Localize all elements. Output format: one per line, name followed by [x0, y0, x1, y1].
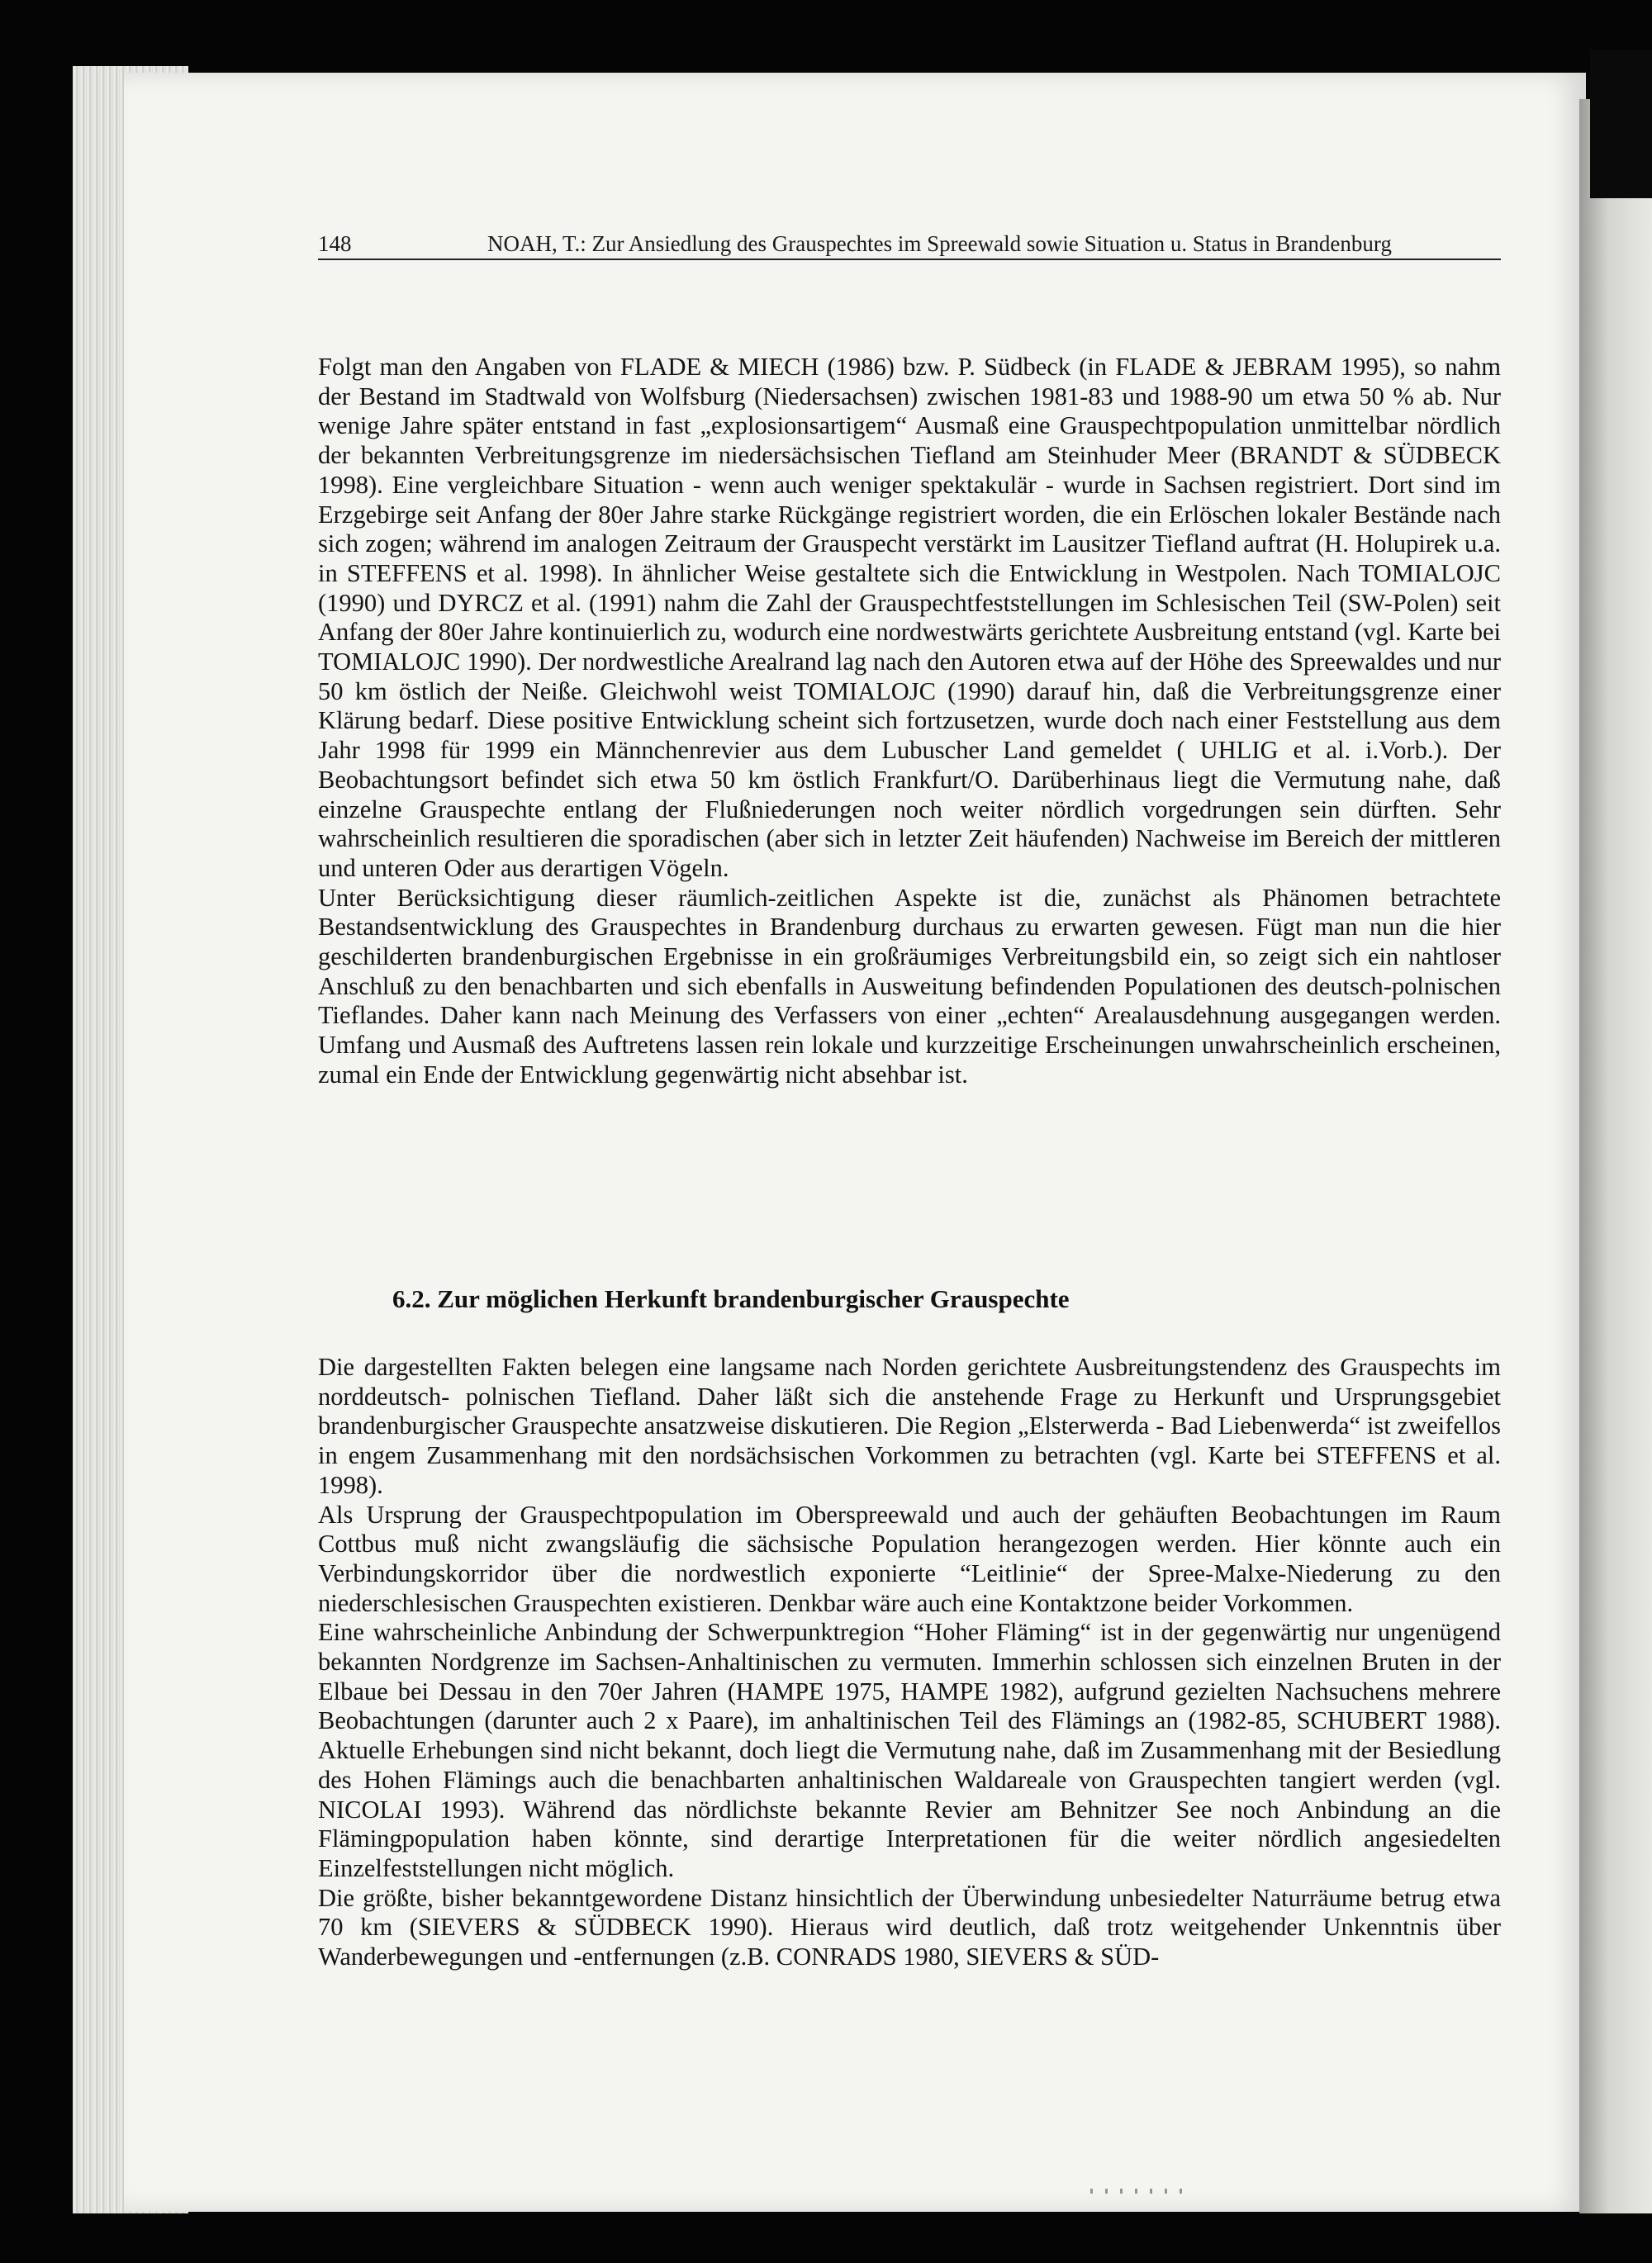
page-gutter-shadow: [1579, 99, 1652, 2213]
paragraph: Eine wahrscheinliche Anbindung der Schwerpunktregion “Hoher Fläming“ ist in der gegenwärtig nur ungenügend bekannten Nordgrenze im Sachsen-Anhaltinischen zu vermuten. Immerhin schlossen sich einzelnen Bruten in der Elbaue bei Dessau in den 70er Jahren (HAMPE 1975, HAMPE 1982), aufgrund gezielten Nachsuchens mehrere Beobachtungen (darunter auch 2 x Paare), im anhaltinischen Teil des Flämings an (1982-85, SCHUBERT 1988). Aktuelle Erhebungen sind nicht bekannt, doch liegt die Vermutung nahe, daß im Zusammenhang mit der Besiedlung des Hohen Flämings auch die benachbarten anhaltinischen Waldareale von Grauspechten tangiert werden (vgl. NICOLAI 1993). Während das nördlichste bekannte Revier am Behnitzer See noch Anbindung an die Flämingpopulation haben könnte, sind derartige Interpretationen für die weiter nördlich angesiedelten Einzelfeststellungen nicht möglich.: [318, 1618, 1501, 1882]
scan-corner: [1590, 50, 1652, 198]
page-number: 148: [318, 231, 352, 256]
scan-artifact-dots: [1090, 2189, 1189, 2194]
running-title: NOAH, T.: Zur Ansiedlung des Grauspechtes im Spreewald sowie Situation u. Status in Brandenburg: [487, 231, 1392, 256]
paragraph: Folgt man den Angaben von FLADE & MIECH (1986) bzw. P. Südbeck (in FLADE & JEBRAM 1995), so nahm der Bestand im Stadtwald von Wolfsburg (Niedersachsen) zwischen 1981-83 und 1988-90 um etwa 50 % ab. Nur wenige Jahre später entstand in fast „explosionsartigem“ Ausmaß eine Grauspechtpopulation unmittelbar nördlich der bekannten Verbreitungsgrenze im niedersächsischen Tiefland am Steinhuder Meer (BRANDT & SÜDBECK 1998). Eine vergleichbare Situation - wenn auch weniger spektakulär - wurde in Sachsen registriert. Dort sind im Erzgebirge seit Anfang der 80er Jahre starke Rückgänge registriert worden, die ein Erlöschen lokaler Bestände nach sich zogen; während im analogen Zeitraum der Grauspecht verstärkt im Lausitzer Tiefland auftrat (H. Holupirek u.a. in STEFFENS et al. 1998). In ähnlicher Weise gestaltete sich die Entwicklung in Westpolen. Nach TOMIALOJC (1990) und DYRCZ et al. (1991) nahm die Zahl der Grauspechtfeststellungen im Schlesischen Teil (SW-Polen) seit Anfang der 80er Jahre kontinuierlich zu, wodurch eine nordwestwärts gerichtete Ausbreitung entstand (vgl. Karte bei TOMIALOJC 1990). Der nordwestliche Arealrand lag nach den Autoren etwa auf der Höhe des Spreewaldes und nur 50 km östlich der Neiße. Gleichwohl weist TOMIALOJC (1990) darauf hin, daß die Verbreitungsgrenze einer Klärung bedarf. Diese positive Entwicklung scheint sich fortzusetzen, wurde doch nach einer Feststellung aus dem Jahr 1998 für 1999 ein Männchenrevier aus dem Lubuscher Land gemeldet ( UHLIG et al. i.Vorb.). Der Beobachtungsort befindet sich etwa 50 km östlich Frankfurt/O. Darüberhinaus liegt die Vermutung nahe, daß einzelne Grauspechte entlang der Flußniederungen noch weiter nördlich vorgedrungen sein dürften. Sehr wahrscheinlich resultieren die sporadischen (aber sich in letzter Zeit häufenden) Nachweise im Bereich der mittleren und unteren Oder aus derartigen Vögeln.: [318, 353, 1501, 882]
header-rule: [318, 259, 1501, 260]
section-heading: 6.2. Zur möglichen Herkunft brandenburgischer Grauspechte: [392, 1284, 1070, 1313]
paragraph: Als Ursprung der Grauspechtpopulation im Oberspreewald und auch der gehäuften Beobachtungen im Raum Cottbus muß nicht zwangsläufig die sächsische Population herangezogen werden. Hier könnte auch ein Verbindungskorridor über die nordwestlich exponierte “Leitlinie“ der Spree-Malxe-Niederung zu den niederschlesischen Grauspechten existieren. Denkbar wäre auch eine Kontaktzone beider Vorkommen.: [318, 1500, 1501, 1617]
paragraph: Die dargestellten Fakten belegen eine langsame nach Norden gerichtete Ausbreitungstendenz des Grauspechts im norddeutsch- polnischen Tiefland. Daher läßt sich die anstehende Frage zu Herkunft und Ursprungsgebiet brandenburgischer Grauspechte ansatzweise diskutieren. Die Region „Elsterwerda - Bad Liebenwerda“ ist zweifellos in engem Zusammenhang mit den nordsächsischen Vorkommen zu betrachten (vgl. Karte bei STEFFENS et al. 1998).: [318, 1353, 1501, 1499]
running-header: [318, 231, 1499, 257]
paragraph: Unter Berücksichtigung dieser räumlich-zeitlichen Aspekte ist die, zunächst als Phänomen betrachtete Bestandsentwicklung des Grauspechtes in Brandenburg durchaus zu erwarten gewesen. Fügt man nun die hier geschilderten brandenburgischen Ergebnisse in ein großräumiges Verbreitungsbild ein, so zeigt sich ein nahtloser Anschluß zu den benachbarten und sich ebenfalls in Ausweitung befindenden Populationen des deutsch-polnischen Tieflandes. Daher kann nach Meinung des Verfassers von einer „echten“ Arealausdehnung ausgegangen werden. Umfang und Ausmaß des Auftretens lassen rein lokale und kurzzeitige Erscheinungen unwahrscheinlich erscheinen, zumal ein Ende der Entwicklung gegenwärtig nicht absehbar ist.: [318, 883, 1501, 1089]
body-text-section-2: [318, 1353, 1501, 1972]
body-text-section-1: [318, 353, 1501, 1090]
paragraph: Die größte, bisher bekanntgewordene Distanz hinsichtlich der Überwindung unbesiedelter Naturräume betrug etwa 70 km (SIEVERS & SÜDBECK 1990). Hieraus wird deutlich, daß trotz weitgehender Unkenntnis über Wanderbewegungen und -entfernungen (z.B. CONRADS 1980, SIEVERS & SÜD-: [318, 1883, 1501, 1971]
